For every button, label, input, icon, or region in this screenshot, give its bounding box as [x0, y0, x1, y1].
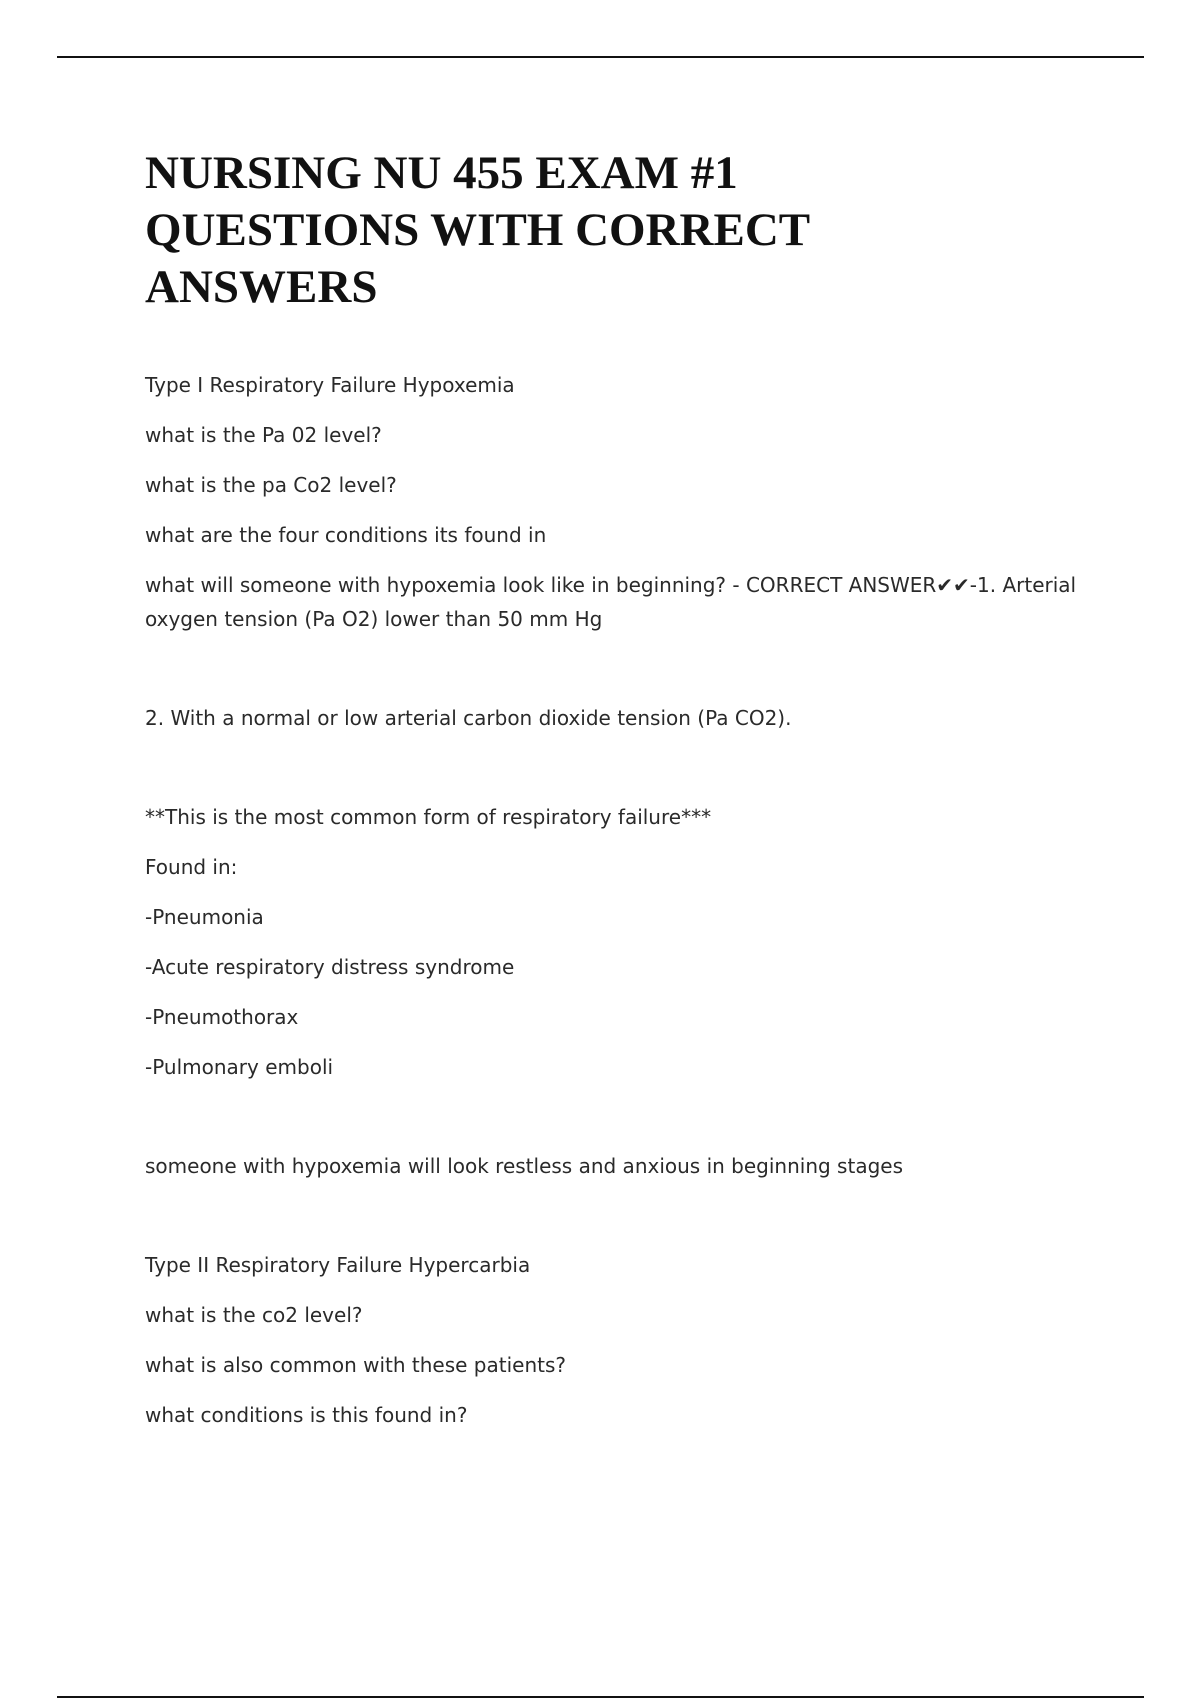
- title-line-3: ANSWERS: [145, 261, 378, 313]
- question-common: what is also common with these patients?: [145, 1353, 567, 1377]
- question-conditions-type-2: what conditions is this found in?: [145, 1403, 468, 1427]
- condition-item: -Pneumothorax: [145, 1005, 299, 1029]
- answer-item-2: 2. With a normal or low arterial carbon dioxide tension (Pa CO2).: [145, 706, 792, 730]
- condition-item: -Acute respiratory distress syndrome: [145, 955, 515, 979]
- note-most-common: **This is the most common form of respiratory failure***: [145, 805, 712, 829]
- document-title: [145, 145, 1095, 316]
- title-line-1: NURSING NU 455 EXAM #1: [145, 147, 738, 199]
- question-appearance-answer: what will someone with hypoxemia look like in beginning? - CORRECT ANSWER✔✔-1. Arterial oxygen tension (Pa O2) lower than 50 mm Hg: [145, 573, 1077, 631]
- condition-item: -Pneumonia: [145, 905, 264, 929]
- question-conditions: what are the four conditions its found in: [145, 523, 547, 547]
- condition-item: -Pulmonary emboli: [145, 1055, 334, 1079]
- question-paco2: what is the pa Co2 level?: [145, 473, 397, 497]
- top-rule: [57, 56, 1144, 58]
- appearance-answer: someone with hypoxemia will look restless and anxious in beginning stages: [145, 1154, 903, 1178]
- document-content: [145, 145, 1095, 1432]
- section-heading-type-1: Type I Respiratory Failure Hypoxemia: [145, 373, 515, 397]
- section-heading-type-2: Type II Respiratory Failure Hypercarbia: [145, 1253, 531, 1277]
- title-line-2: QUESTIONS WITH CORRECT: [145, 204, 811, 256]
- question-co2: what is the co2 level?: [145, 1303, 363, 1327]
- bottom-rule: [57, 1696, 1144, 1698]
- found-in-label: Found in:: [145, 855, 238, 879]
- document-body: [145, 368, 1095, 1432]
- question-pao2: what is the Pa 02 level?: [145, 423, 382, 447]
